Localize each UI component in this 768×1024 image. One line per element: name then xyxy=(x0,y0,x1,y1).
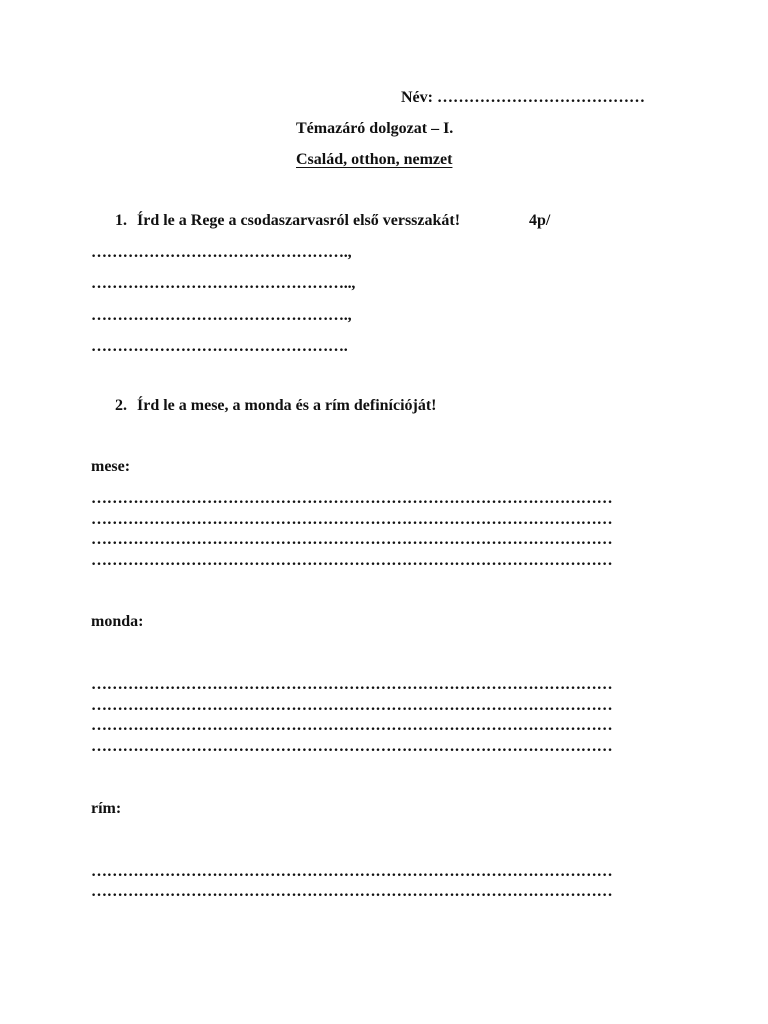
task-1-answer-line: …………………………………………., xyxy=(91,244,352,261)
rim-answer-line: ……………………………………………………………………………………… xyxy=(91,883,613,900)
rim-answer-line: ……………………………………………………………………………………… xyxy=(91,863,613,880)
monda-answer-line: ……………………………………………………………………………………… xyxy=(91,697,613,714)
task-2-number: 2. xyxy=(115,397,127,414)
monda-label: monda: xyxy=(91,613,144,630)
monda-answer-line: ……………………………………………………………………………………… xyxy=(91,738,613,755)
task-1-points: 4p/ xyxy=(529,212,551,229)
task-1-answer-line: …………………………………………., xyxy=(91,307,352,324)
mese-answer-line: ……………………………………………………………………………………… xyxy=(91,511,613,528)
mese-answer-line: ……………………………………………………………………………………… xyxy=(91,552,613,569)
task-1-answer-line: ………………………………………….., xyxy=(91,275,356,292)
task-2-text: Írd le a mese, a monda és a rím definícióját! xyxy=(137,397,437,414)
page-subtitle: Család, otthon, nemzet xyxy=(296,151,453,168)
mese-answer-line: ……………………………………………………………………………………… xyxy=(91,490,613,507)
rim-label: rím: xyxy=(91,800,122,817)
page-title: Témazáró dolgozat – I. xyxy=(296,120,454,137)
task-1-answer-line: …………………………………………. xyxy=(91,338,348,355)
task-1-number: 1. xyxy=(115,212,127,229)
mese-answer-line: ……………………………………………………………………………………… xyxy=(91,531,613,548)
name-field-label: Név: ………………………………… xyxy=(401,89,645,106)
monda-answer-line: ……………………………………………………………………………………… xyxy=(91,676,613,693)
mese-label: mese: xyxy=(91,458,131,475)
task-1-text: Írd le a Rege a csodaszarvasról első versszakát! xyxy=(137,212,461,229)
monda-answer-line: ……………………………………………………………………………………… xyxy=(91,717,613,734)
